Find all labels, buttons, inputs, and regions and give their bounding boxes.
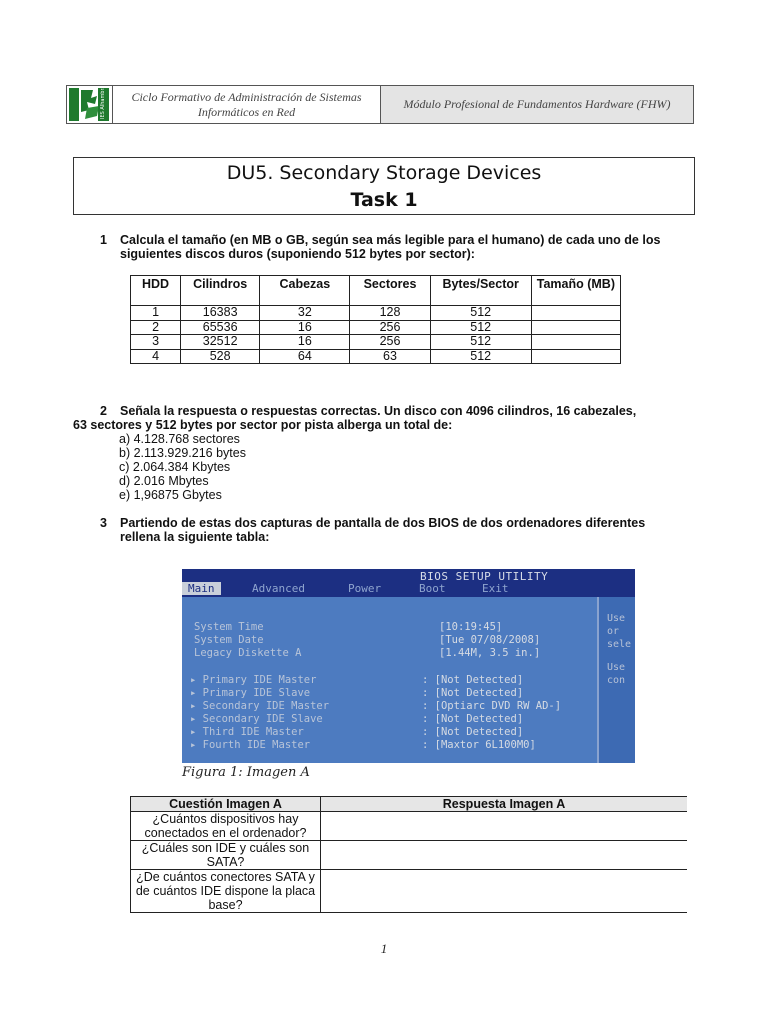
bios-value-primary-ide-slave: : [Not Detected]: [422, 687, 524, 699]
document-header: [66, 85, 694, 124]
bios-utility-title: BIOS SETUP UTILITY: [420, 570, 549, 583]
header-cycle-name: Ciclo Formativo de Administración de Sistemas Informáticos en Red: [113, 86, 381, 123]
school-logo-icon: [67, 86, 111, 123]
column-header: HDD: [131, 276, 181, 306]
bios-menu-main: Main: [182, 582, 221, 595]
bios-value-system-date: [Tue 07/08/2008]: [439, 634, 541, 646]
bios-screenshot: [182, 569, 635, 763]
table-cell: 16383: [181, 306, 260, 321]
q2-option-e: e) 1,96875 Gbytes: [119, 488, 222, 502]
bios-value-system-time: [10:19:45]: [439, 621, 503, 633]
q1-text-line2: siguientes discos duros (suponiendo 512 bytes por sector):: [120, 247, 475, 261]
table-cell: 512: [430, 306, 531, 321]
bios-value-primary-ide-master: : [Not Detected]: [422, 674, 524, 686]
bios-value-secondary-ide-master: : [Optiarc DVD RW AD-]: [422, 700, 562, 712]
answer-cell[interactable]: [321, 870, 688, 913]
table-row: [131, 335, 621, 350]
answer-cell[interactable]: [531, 349, 620, 364]
q2-option-b: b) 2.113.929.216 bytes: [119, 446, 246, 460]
question-cell: ¿De cuántos conectores SATA y de cuántos IDE dispone la placa base?: [131, 870, 321, 913]
task-title: Task 1: [350, 189, 418, 211]
table-row: [131, 841, 688, 870]
column-header: Tamaño (MB): [531, 276, 620, 306]
document-title: DU5. Secondary Storage Devices: [226, 162, 542, 184]
answer-cell[interactable]: [321, 812, 688, 841]
q1-number: 1: [100, 233, 107, 247]
svg-text:IES Alhambra: IES Alhambra: [100, 86, 106, 119]
table-cell: 16: [260, 335, 350, 350]
answer-cell[interactable]: [321, 841, 688, 870]
bios-label-primary-ide-master: ▸ Primary IDE Master: [190, 674, 317, 686]
table-row: [131, 870, 688, 913]
answer-cell[interactable]: [531, 306, 620, 321]
table-row: [131, 306, 621, 321]
table-cell: 65536: [181, 320, 260, 335]
table-cell: 4: [131, 349, 181, 364]
column-header: Respuesta Imagen A: [321, 797, 688, 812]
bios-menu-advanced: Advanced: [252, 582, 305, 595]
q3-text-line2: rellena la siguiente tabla:: [120, 530, 270, 544]
column-header: Cuestión Imagen A: [131, 797, 321, 812]
table-cell: 1: [131, 306, 181, 321]
table-cell: 64: [260, 349, 350, 364]
bios-help-text: Use: [607, 613, 626, 624]
table-cell: 528: [181, 349, 260, 364]
table-cell: 32512: [181, 335, 260, 350]
q2-text-line2: 63 sectores y 512 bytes por sector por pista alberga un total de:: [73, 418, 453, 432]
table-cell: 512: [430, 320, 531, 335]
table-cell: 512: [430, 335, 531, 350]
bios-questions-table: [130, 796, 687, 913]
bios-menu-boot: Boot: [419, 582, 446, 595]
bios-label-third-ide-master: ▸ Third IDE Master: [190, 726, 304, 738]
q2-option-c: c) 2.064.384 Kbytes: [119, 460, 231, 474]
bios-help-text: con: [607, 675, 626, 686]
hdd-table: [130, 275, 621, 364]
q1-text-line1: Calcula el tamaño (en MB o GB, según sea más legible para el humano) de cada uno de los: [120, 233, 661, 247]
title-box: [73, 157, 695, 215]
bios-menu-power: Power: [348, 582, 382, 595]
bios-value-secondary-ide-slave: : [Not Detected]: [422, 713, 524, 725]
bios-label-fourth-ide-master: ▸ Fourth IDE Master: [190, 739, 311, 751]
figure-caption: Figura 1: Imagen A: [182, 765, 310, 780]
bios-table-header: [131, 797, 688, 812]
table-cell: 16: [260, 320, 350, 335]
q3-number: 3: [100, 516, 107, 530]
bios-label-primary-ide-slave: ▸ Primary IDE Slave: [190, 687, 311, 699]
hdd-table-header: [131, 276, 621, 306]
column-header: Bytes/Sector: [430, 276, 531, 306]
table-row: [131, 320, 621, 335]
bios-label-system-date: System Date: [194, 634, 264, 646]
bios-value-fourth-ide-master: : [Maxtor 6L100M0]: [422, 739, 536, 751]
table-cell: 63: [350, 349, 430, 364]
bios-help-text: sele: [607, 639, 632, 650]
bios-help-text: or: [607, 626, 620, 637]
school-logo: [67, 86, 113, 123]
bios-top-bar: [182, 569, 635, 597]
bios-value-third-ide-master: : [Not Detected]: [422, 726, 524, 738]
table-row: [131, 812, 688, 841]
table-cell: 3: [131, 335, 181, 350]
page-number: 1: [380, 941, 388, 956]
table-cell: 512: [430, 349, 531, 364]
bios-help-text: Use: [607, 662, 626, 673]
bios-label-legacy-diskette: Legacy Diskette A: [194, 647, 302, 659]
q2-number: 2: [100, 404, 107, 418]
table-cell: 256: [350, 335, 430, 350]
q2-option-a: a) 4.128.768 sectores: [119, 432, 240, 446]
column-header: Cabezas: [260, 276, 350, 306]
column-header: Sectores: [350, 276, 430, 306]
question-cell: ¿Cuáles son IDE y cuáles son SATA?: [131, 841, 321, 870]
question-cell: ¿Cuántos dispositivos hay conectados en el ordenador?: [131, 812, 321, 841]
answer-cell[interactable]: [531, 335, 620, 350]
header-module-name: Módulo Profesional de Fundamentos Hardware (FHW): [381, 86, 693, 123]
column-header: Cilindros: [181, 276, 260, 306]
q3-text-line1: Partiendo de estas dos capturas de pantalla de dos BIOS de dos ordenadores diferentes: [120, 516, 646, 530]
bios-label-secondary-ide-master: ▸ Secondary IDE Master: [190, 700, 330, 712]
bios-menu-exit: Exit: [482, 582, 509, 595]
table-cell: 2: [131, 320, 181, 335]
answer-cell[interactable]: [531, 320, 620, 335]
table-cell: 32: [260, 306, 350, 321]
table-cell: 128: [350, 306, 430, 321]
q2-option-d: d) 2.016 Mbytes: [119, 474, 209, 488]
bios-label-secondary-ide-slave: ▸ Secondary IDE Slave: [190, 713, 323, 725]
table-cell: 256: [350, 320, 430, 335]
bios-label-system-time: System Time: [194, 621, 264, 633]
table-row: [131, 349, 621, 364]
q2-text-line1: Señala la respuesta o respuestas correctas. Un disco con 4096 cilindros, 16 cabezales,: [120, 404, 637, 418]
bios-value-legacy-diskette: [1.44M, 3.5 in.]: [439, 647, 541, 659]
